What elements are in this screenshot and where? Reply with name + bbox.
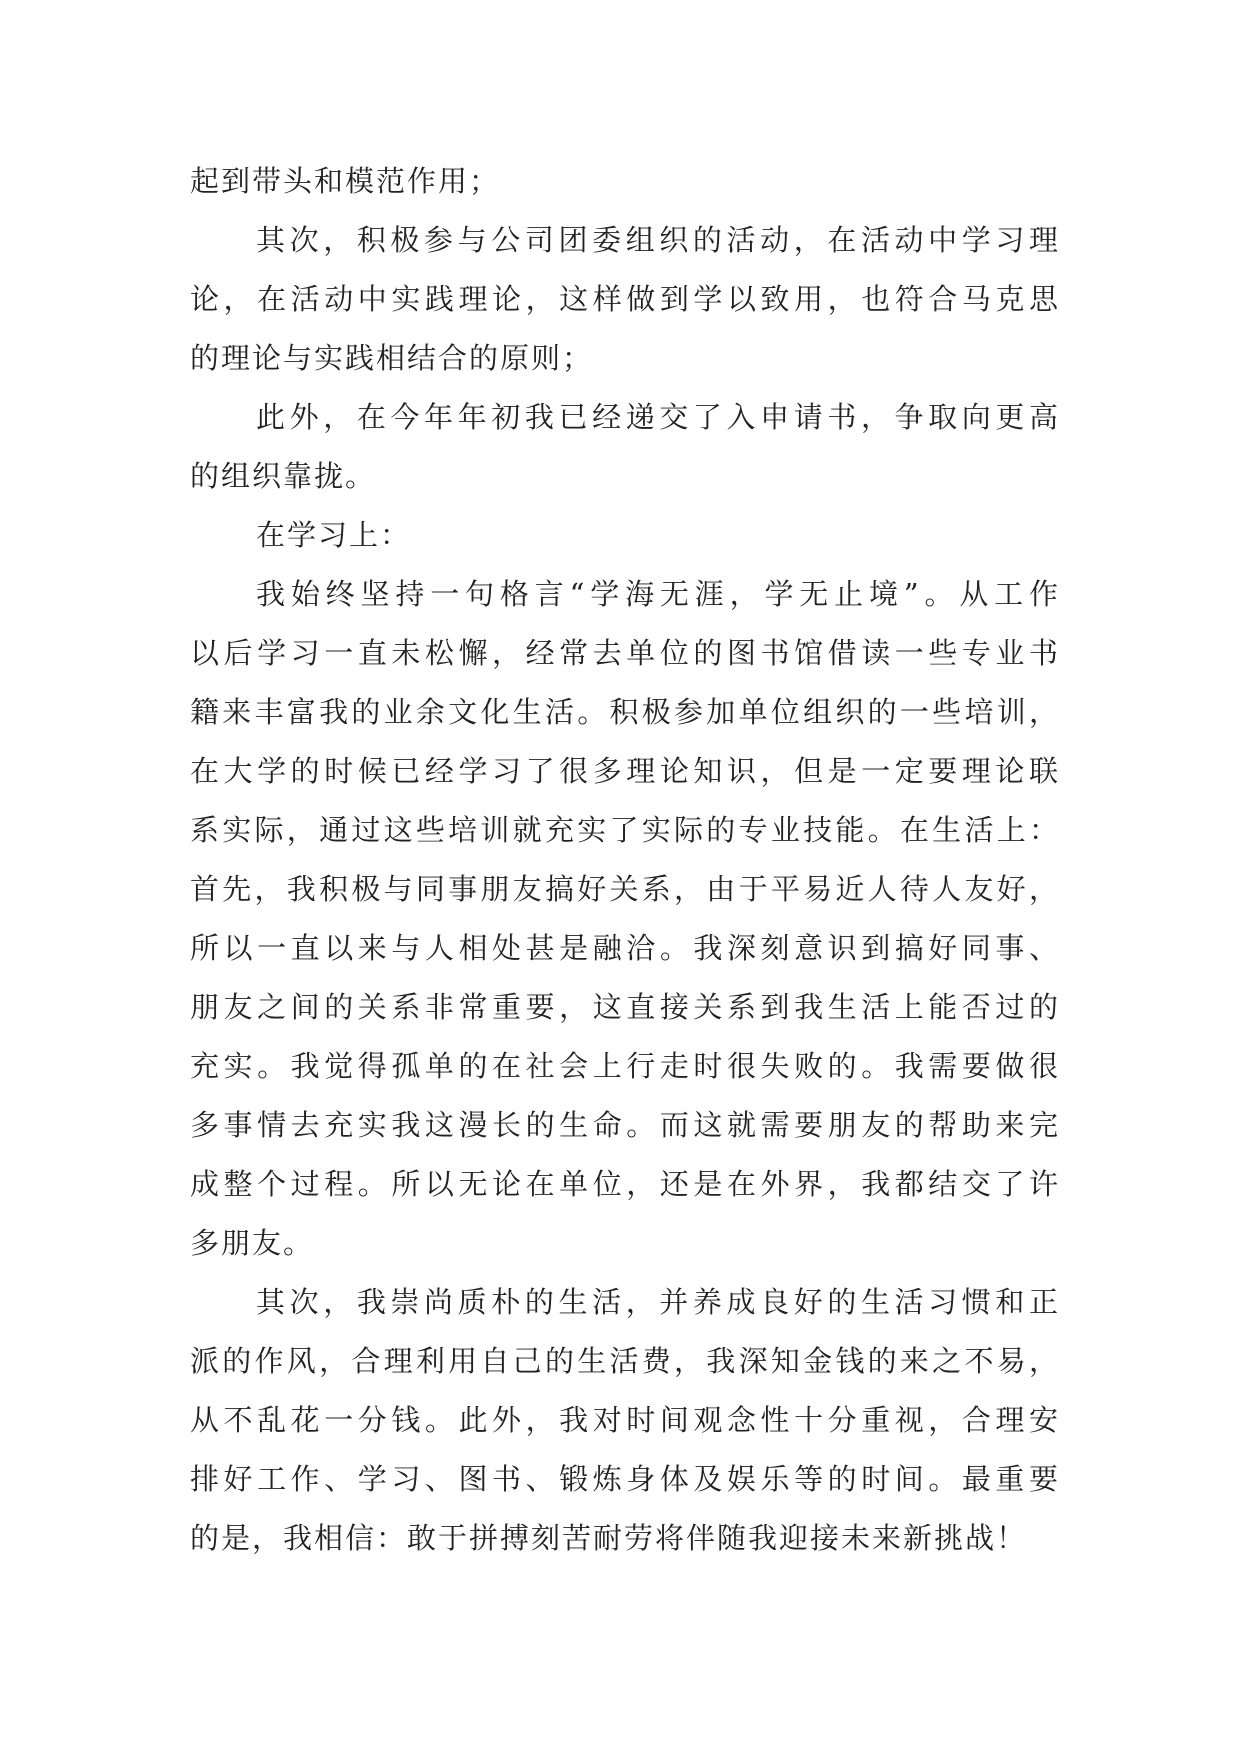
text-line: 首先，我积极与同事朋友搞好关系，由于平易近人待人友好， bbox=[190, 872, 1060, 906]
text-line: 其次，积极参与公司团委组织的活动，在活动中学习理 bbox=[256, 223, 1060, 257]
text-line: 充实。我觉得孤单的在社会上行走时很失败的。我需要做很 bbox=[190, 1049, 1060, 1083]
text-line: 的是，我相信：敢于拼搏刻苦耐劳将伴随我迎接未来新挑战！ bbox=[190, 1521, 1028, 1555]
text-line: 所以一直以来与人相处甚是融洽。我深刻意识到搞好同事、 bbox=[190, 931, 1060, 965]
text-line: 朋友之间的关系非常重要，这直接关系到我生活上能否过的 bbox=[190, 990, 1060, 1024]
text-line: 在学习上： bbox=[256, 518, 412, 552]
text-line: 成整个过程。所以无论在单位，还是在外界，我都结交了许 bbox=[190, 1167, 1060, 1201]
text-line: 在大学的时候已经学习了很多理论知识，但是一定要理论联 bbox=[190, 754, 1060, 788]
text-line: 系实际，通过这些培训就充实了实际的专业技能。在生活上： bbox=[190, 813, 1060, 847]
text-line: 起到带头和模范作用； bbox=[190, 164, 501, 198]
text-line: 的理论与实践相结合的原则； bbox=[190, 341, 594, 375]
text-line: 论，在活动中实践理论，这样做到学以致用，也符合马克思 bbox=[190, 282, 1060, 316]
text-line: 此外，在今年年初我已经递交了入申请书，争取向更高 bbox=[256, 400, 1060, 434]
text-line: 的组织靠拢。 bbox=[190, 459, 377, 493]
text-line: 多朋友。 bbox=[190, 1226, 315, 1260]
text-line: 排好工作、学习、图书、锻炼身体及娱乐等的时间。最重要 bbox=[190, 1462, 1060, 1496]
text-line: 我始终坚持一句格言“学海无涯，学无止境”。从工作 bbox=[256, 577, 1060, 611]
text-line: 派的作风，合理利用自己的生活费，我深知金钱的来之不易， bbox=[190, 1344, 1060, 1378]
text-line: 从不乱花一分钱。此外，我对时间观念性十分重视，合理安 bbox=[190, 1403, 1060, 1437]
document-body bbox=[190, 152, 1060, 1568]
text-line: 多事情去充实我这漫长的生命。而这就需要朋友的帮助来完 bbox=[190, 1108, 1060, 1142]
text-line: 籍来丰富我的业余文化生活。积极参加单位组织的一些培训， bbox=[190, 695, 1060, 729]
text-line: 以后学习一直未松懈，经常去单位的图书馆借读一些专业书 bbox=[190, 636, 1060, 670]
text-line: 其次，我崇尚质朴的生活，并养成良好的生活习惯和正 bbox=[256, 1285, 1060, 1319]
